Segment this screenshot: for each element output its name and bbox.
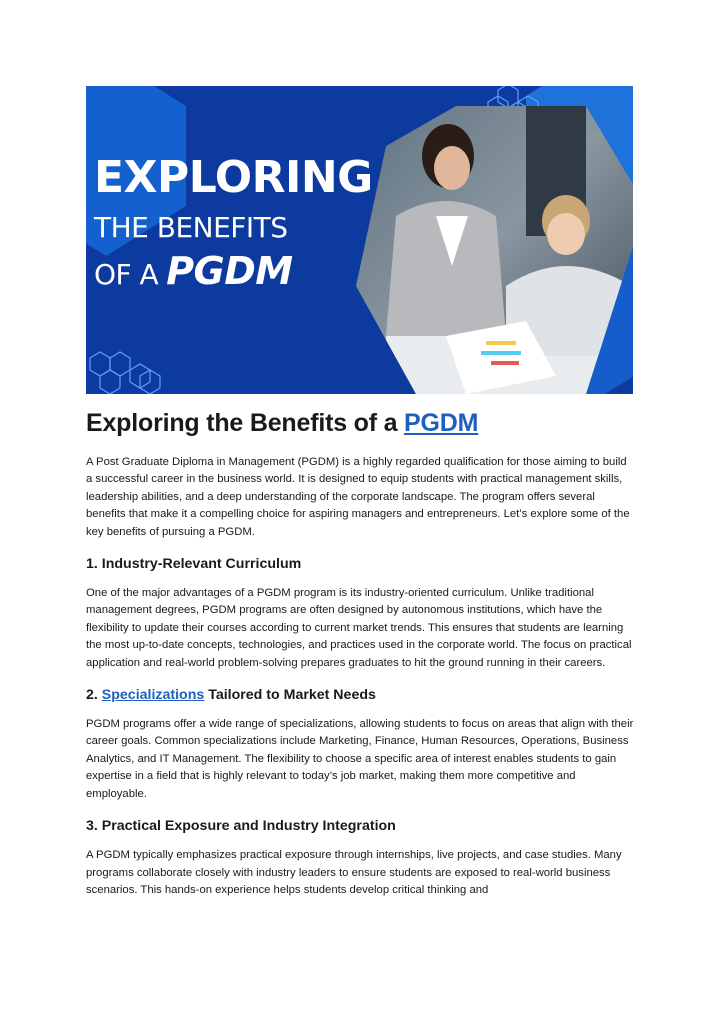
banner-title-line2: THE BENEFITS <box>94 211 288 244</box>
section-heading-text: 2. <box>86 687 102 704</box>
section-paragraph-curriculum: One of the major advantages of a PGDM program is its industry-oriented curriculum. Unlike traditional management degrees, PGDM programs are often designed by autonomous institutions, which have the flexibility to update their courses according to current market trends. This ensures that students are learning the most up-to-date concepts, technologies, and practices used in the corporate world. The focus on practical application and real-world problem-solving prepares graduates to hit the ground running in their careers. <box>86 587 632 669</box>
section-heading-suffix: Tailored to Market Needs <box>204 687 376 704</box>
banner-title-prefix: OF A <box>94 258 159 291</box>
banner-title-line1: EXPLORING <box>94 152 373 203</box>
honeycomb-pattern <box>90 352 160 394</box>
section-heading-text: 3. Practical Exposure and Industry Integration <box>86 818 396 835</box>
page-title <box>86 406 634 440</box>
section-heading-text: 1. Industry-Relevant Curriculum <box>86 556 302 573</box>
section-heading-specializations <box>86 684 634 706</box>
banner-title-line3 <box>94 249 373 293</box>
section-paragraph-specializations: PGDM programs offer a wide range of specializations, allowing students to focus on areas that align with their career goals. Common specializations include Marketing, Finance, Human Resources, Operations, Business Analytics, and IT Management. The flexibility to choose a specific area of interest enables students to gain expertise in a field that is highly relevant to today’s job market, making them more competitive and employable. <box>86 718 634 800</box>
specializations-link[interactable]: Specializations <box>101 687 205 704</box>
section-heading-exposure <box>86 815 634 837</box>
section-heading-curriculum <box>86 553 634 575</box>
banner-title-highlight: PGDM <box>166 249 293 293</box>
page-title-text: Exploring the Benefits of a <box>86 409 405 437</box>
hero-banner <box>86 86 633 394</box>
photo-area <box>346 86 633 394</box>
pgdm-link[interactable]: PGDM <box>404 409 479 437</box>
intro-paragraph: A Post Graduate Diploma in Management (PGDM) is a highly regarded qualification for those aiming to build a successful career in the business world. It is designed to equip students with practical management skills, leadership abilities, and a deep understanding of the corporate landscape. The program offers several benefits that make it a compelling choice for aspiring managers and entrepreneurs. Let’s explore some of the key benefits of pursuing a PGDM. <box>86 456 630 538</box>
banner-title <box>94 152 373 293</box>
section-paragraph-exposure: A PGDM typically emphasizes practical exposure through internships, live projects, and case studies. Many programs collaborate closely with industry leaders to ensure students are exposed to real-world business scenarios. This hands-on experience helps students develop critical thinking and <box>86 849 622 896</box>
article-body <box>86 406 634 899</box>
